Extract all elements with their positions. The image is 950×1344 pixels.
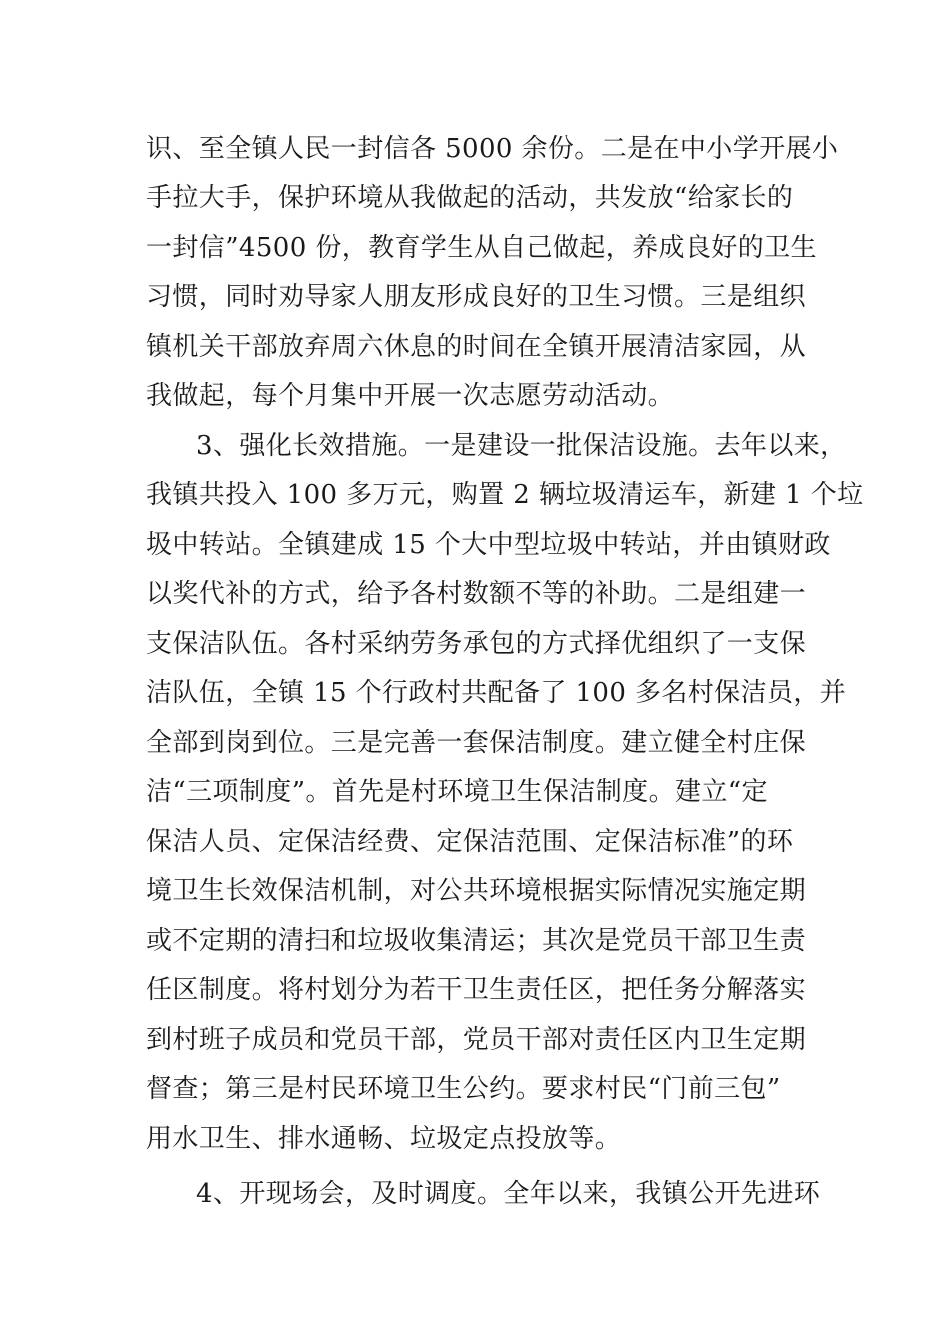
text-line: 全部到岗到位。三是完善一套保洁制度。建立健全村庄保 [146,728,807,758]
text-line: 用水卫生、排水通畅、垃圾定点投放等。 [146,1124,622,1154]
text-line: 支保洁队伍。各村采纳劳务承包的方式择优组织了一支保 [146,629,807,659]
paragraph-start-line: 3、强化长效措施。一是建设一批保洁设施。去年以来， [196,431,847,461]
text-line: 习惯，同时劝导家人朋友形成良好的卫生习惯。三是组织 [146,282,807,312]
paragraph-start-line: 4、开现场会，及时调度。全年以来，我镇公开先进环 [196,1179,821,1209]
text-line: 到村班子成员和党员干部，党员干部对责任区内卫生定期 [146,1025,807,1055]
text-line: 识、至全镇人民一封信各 5000 余份。二是在中小学开展小 [146,134,839,164]
text-line: 一封信”4500 份，教育学生从自己做起，养成良好的卫生 [146,233,817,263]
text-line: 洁队伍，全镇 15 个行政村共配备了 100 多名村保洁员，并 [146,678,847,708]
text-line: 以奖代补的方式，给予各村数额不等的补助。二是组建一 [146,579,807,609]
text-line: 镇机关干部放弃周六休息的时间在全镇开展清洁家园，从 [146,332,807,362]
text-line: 或不定期的清扫和垃圾收集清运；其次是党员干部卫生责 [146,926,807,956]
text-line: 手拉大手，保护环境从我做起的活动，共发放“给家长的 [146,183,794,213]
text-line: 我做起，每个月集中开展一次志愿劳动活动。 [146,381,675,411]
text-line: 我镇共投入 100 多万元，购置 2 辆垃圾清运车，新建 1 个垃 [146,480,864,510]
text-line: 保洁人员、定保洁经费、定保洁范围、定保洁标准”的环 [146,827,794,857]
text-line: 境卫生长效保洁机制，对公共环境根据实际情况实施定期 [146,876,807,906]
text-line: 任区制度。将村划分为若干卫生责任区，把任务分解落实 [146,975,807,1005]
text-line: 圾中转站。全镇建成 15 个大中型垃圾中转站，并由镇财政 [146,530,831,560]
text-line: 督查；第三是村民环境卫生公约。要求村民“门前三包” [146,1074,781,1104]
text-line: 洁“三项制度”。首先是村环境卫生保洁制度。建立“定 [146,777,768,807]
